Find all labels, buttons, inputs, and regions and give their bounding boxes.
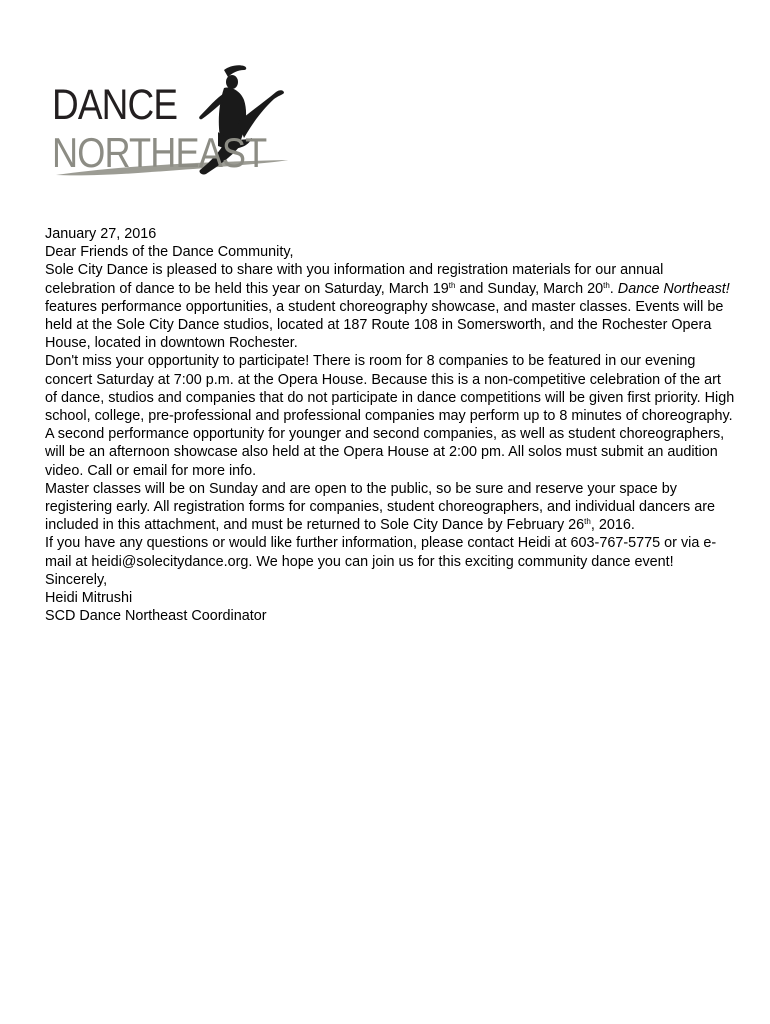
logo-text-northeast: NORTHEAST [52, 129, 267, 176]
paragraph-participation: Don't miss your opportunity to participate! There is room for 8 companies to be featured in our evening concert Saturday at 7:00 p.m. at the Opera House. Because this is a non-competitive celebration of the art of dance, studios and companies that do not participate in dance competitions will be given first priority. High school, college, pre-professional and professional companies may perform up to 8 minutes of choreography. A second performance opportunity for younger and second companies, as well as student choreographers, will be an afternoon showcase also held at the Opera House at 2:00 pm. All solos must submit an audition video. Call or email for more info. [45, 353, 735, 479]
letter-date: January 27, 2016 [45, 226, 157, 242]
dance-northeast-logo [48, 62, 323, 187]
intro-text-b: and Sunday, March 20 [455, 280, 604, 297]
master-classes-sup: th [584, 517, 591, 527]
letter-body [45, 225, 735, 625]
letter-salutation: Dear Friends of the Dance Community, [45, 244, 294, 261]
intro-text-d: features performance opportunities, a student choreography showcase, and master classes. Events will be held at the Sole City Dance studios, located at 187 Route 108 in Somersworth, and the Rochester Opera House, located in downtown Rochester. [45, 298, 724, 352]
master-classes-text-a: Master classes will be on Sunday and are open to the public, so be sure and reserve your space by registering early. All registration forms for companies, student choreographers, and individual dancers are included in this attachment, and must be returned to Sole City Dance by February 26 [45, 480, 716, 534]
intro-text-a: Sole City Dance is pleased to share with you information and registration materials for our annual celebration of dance to be held this year on Saturday, March 19 [45, 262, 664, 297]
master-classes-text-b: , 2016. [590, 517, 635, 534]
letter-closing: Sincerely, [45, 571, 108, 588]
intro-event-name: Dance Northeast! [617, 280, 730, 297]
signer-name: Heidi Mitrushi [45, 590, 133, 607]
paragraph-intro [45, 261, 735, 352]
intro-text-c: . [609, 280, 618, 297]
signer-title: SCD Dance Northeast Coordinator [45, 608, 267, 625]
paragraph-master-classes [45, 480, 735, 535]
intro-sup-1: th [448, 280, 456, 290]
logo-text-dance: DANCE [52, 81, 178, 129]
paragraph-contact: If you have any questions or would like further information, please contact Heidi at 603-767-5775 or via e-mail at heidi@solecitydance.org. We hope you can join us for this exciting community dance event! [45, 535, 717, 570]
intro-sup-2: th [603, 280, 610, 290]
